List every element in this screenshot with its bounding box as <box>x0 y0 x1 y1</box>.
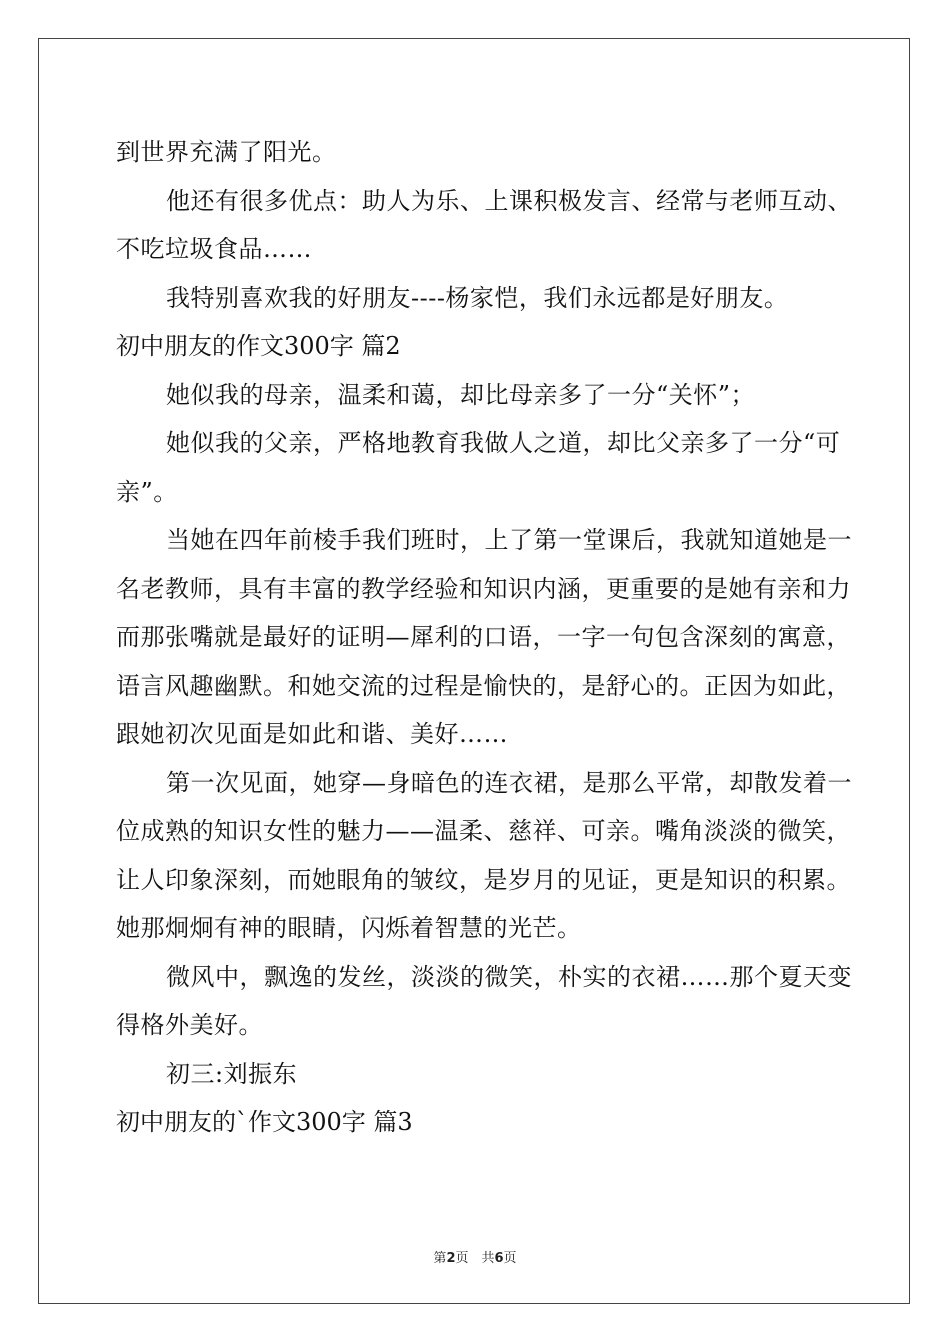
paragraph-line: 语言风趣幽默。和她交流的过程是愉快的，是舒心的。正因为如此， <box>116 671 851 700</box>
paragraph-line: 她似我的父亲，严格地教育我做人之道，却比父亲多了一分“可 <box>166 429 841 457</box>
page-total: 6 <box>494 1251 504 1266</box>
paragraph-line: 而那张嘴就是最好的证明—犀利的口语，一字一句包含深刻的寓意， <box>116 623 851 651</box>
paragraph-line: 跟她初次见面是如此和谐、美好…… <box>116 720 508 748</box>
author-line: 初三:刘振东 <box>166 1059 298 1088</box>
paragraph-line: 第一次见面，她穿—身暗色的连衣裙，是那么平常，却散发着一 <box>166 768 852 797</box>
page-prefix: 第 <box>433 1251 447 1266</box>
paragraph-line: 不吃垃圾食品…… <box>116 235 312 263</box>
document-body <box>116 128 852 1147</box>
paragraph-line: 亲”。 <box>116 477 178 506</box>
paragraph-line: 当她在四年前棱手我们班时，上了第一堂课后，我就知道她是一 <box>166 526 852 554</box>
paragraph-line: 她似我的母亲，温柔和蔼，却比母亲多了一分“关怀”； <box>166 380 756 409</box>
paragraph-line: 微风中，飘逸的发丝，淡淡的微笑，朴实的衣裙……那个夏天变 <box>166 962 852 991</box>
section-heading: 初中朋友的作文300字 篇2 <box>116 332 401 360</box>
paragraph-line: 到世界充满了阳光。 <box>116 138 337 166</box>
paragraph-line: 她那炯炯有神的眼睛，闪烁着智慧的光芒。 <box>116 914 582 942</box>
paragraph-line: 他还有很多优点：助人为乐、上课积极发言、经常与老师互动、 <box>166 186 852 215</box>
page-mid: 页 共 <box>455 1251 495 1266</box>
paragraph-line: 让人印象深刻，而她眼角的皱纹，是岁月的见证，更是知识的积累。 <box>116 865 851 894</box>
paragraph-line: 位成熟的知识女性的魅力——温柔、慈祥、可亲。嘴角淡淡的微笑， <box>116 817 851 845</box>
section-heading: 初中朋友的`作文300字 篇3 <box>116 1108 413 1136</box>
page-current: 2 <box>446 1251 456 1266</box>
paragraph-line: 得格外美好。 <box>116 1011 263 1039</box>
page-footer <box>0 1247 950 1266</box>
page-suffix: 页 <box>503 1251 517 1266</box>
paragraph-line: 名老教师，具有丰富的教学经验和知识内涵，更重要的是她有亲和力 <box>116 574 851 603</box>
paragraph-line: 我特别喜欢我的好朋友----杨家恺，我们永远都是好朋友。 <box>166 283 789 312</box>
